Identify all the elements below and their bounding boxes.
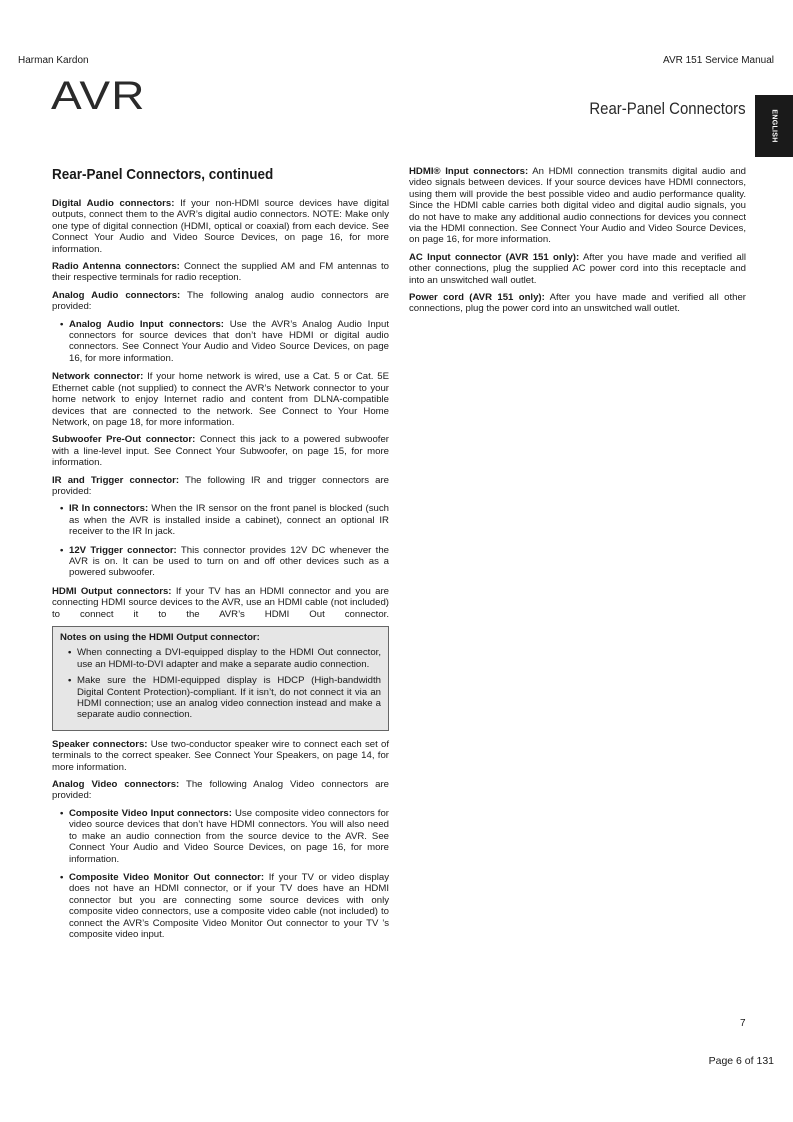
right-column [409, 166, 746, 321]
list-item: • Make sure the HDMI-equipped display is HDCP (High-bandwidth Digital Content Protection)-compliant. If it isn’t, do not connect it via an HDMI connection; use an analog video connection instead and make a separate audio connection. [77, 675, 381, 721]
analog-video-paragraph: Analog Video connectors: The following Analog Video connectors are provided: [52, 779, 389, 802]
list-item: • Analog Audio Input connectors: Use the AVR’s Analog Audio Input connectors for source devices that don’t have HDMI or digital audio connectors. See Connect Your Audio and Video Source Devices, on page 16, for more information. [69, 319, 389, 365]
radio-antenna-paragraph: Radio Antenna connectors: Connect the supplied AM and FM antennas to their respective terminals for radio reception. [52, 261, 389, 284]
hdmi-output-notes [52, 626, 389, 731]
analog-audio-paragraph: Analog Audio connectors: The following analog audio connectors are provided: [52, 289, 389, 313]
network-paragraph: Network connector: If your home network is wired, use a Cat. 5 or Cat. 5E Ethernet cable (not supplied) to connect the AVR’s Network connector to your home network to enjoy Internet radio and content from DLNA-compatible devices that are connected to the network. See Connect to Your Home Network, on page 18, for more information. [52, 371, 389, 428]
hdmi-output-paragraph: HDMI Output connectors: If your TV has an HDMI connector and you are connecting HDMI source devices to the AVR, use an HDMI cable (not included) to connect it to the AVR’s HDMI Out connector. [52, 585, 389, 620]
language-tab [755, 95, 793, 157]
list-item: • When connecting a DVI-equipped display to the HDMI Out connector, use an HDMI-to-DVI adapter and make a separate audio connection. [77, 647, 381, 670]
analog-video-list [52, 808, 389, 940]
notes-list [60, 647, 381, 720]
page-number: 7 [740, 1018, 746, 1029]
subwoofer-paragraph: Subwoofer Pre-Out connector: Connect this jack to a powered subwoofer with a line-level input. See Connect Your Subwoofer, on page 15, for more information. [52, 434, 389, 469]
language-tab-label: ENGLISH [770, 109, 778, 143]
digital-audio-paragraph: Digital Audio connectors: If your non-HDMI source devices have digital outputs, connect them to the AVR’s digital audio connectors. NOTE: Make only one type of digital connection (HDMI, optical or coaxial) from each device. See Connect Your Audio and Video Source Devices, on page 16, for more information. [52, 198, 390, 255]
hdmi-input-paragraph: HDMI® Input connectors: An HDMI connection transmits digital audio and video signals between devices. If your source devices have HDMI connectors, using them will provide the best possible video and audio performance quality. Since the HDMI cable carries both digital video and digital audio signals, you do not have to make any additional audio connections for devices you connect via the HDMI connection. See Connect Your Audio and Video Source Devices, on page 16, for more information. [409, 166, 746, 246]
list-item: • IR In connectors: When the IR sensor on the front panel is blocked (such as when the AVR is installed inside a cabinet), connect an optional IR receiver to the IR In jack. [69, 503, 389, 537]
ir-trigger-paragraph: IR and Trigger connector: The following IR and trigger connectors are provided: [52, 474, 389, 497]
list-item: • Composite Video Input connectors: Use composite video connectors for video source devices that don’t have HDMI connectors. You will also need to make an audio connection from the source device to the AVR. See Connect Your Audio and Video Source Devices, on page 16, for more information. [69, 808, 389, 865]
page-heading: Rear-Panel Connectors, continued [52, 166, 274, 183]
list-item: • Composite Video Monitor Out connector: If your TV or video display does not have an HDMI connector, or if your TV does have an HDMI connector but you are connecting some source devices with only composite video connectors, use a composite video cable (not included) to connect the AVR’s Composite Video Monitor Out connector to your TV ’s composite video input. [69, 872, 389, 940]
section-title: Rear-Panel Connectors [589, 99, 746, 118]
speaker-paragraph: Speaker connectors: Use two-conductor speaker wire to connect each set of terminals to the correct speaker. See Connect Your Speakers, on page 14, for more information. [52, 738, 389, 773]
list-item: • 12V Trigger connector: This connector provides 12V DC whenever the AVR is on. It can be used to turn on and off other devices such as a powered subwoofer. [69, 545, 389, 579]
left-column [52, 166, 389, 947]
ac-input-paragraph: AC Input connector (AVR 151 only): After you have made and verified all other connections, plug the supplied AC power cord into this receptacle and into an unswitched wall outlet. [409, 251, 746, 286]
ir-trigger-list [52, 503, 389, 578]
brand-name: Harman Kardon [18, 55, 89, 66]
analog-audio-list [52, 319, 389, 365]
manual-title: AVR 151 Service Manual [663, 55, 774, 66]
power-cord-paragraph: Power cord (AVR 151 only): After you have made and verified all other connections, plug the power cord into an unswitched wall outlet. [409, 292, 746, 315]
notes-title: Notes on using the HDMI Output connector: [60, 632, 260, 643]
page-counter: Page 6 of 131 [708, 1055, 774, 1067]
avr-logo: AVR [51, 74, 146, 118]
